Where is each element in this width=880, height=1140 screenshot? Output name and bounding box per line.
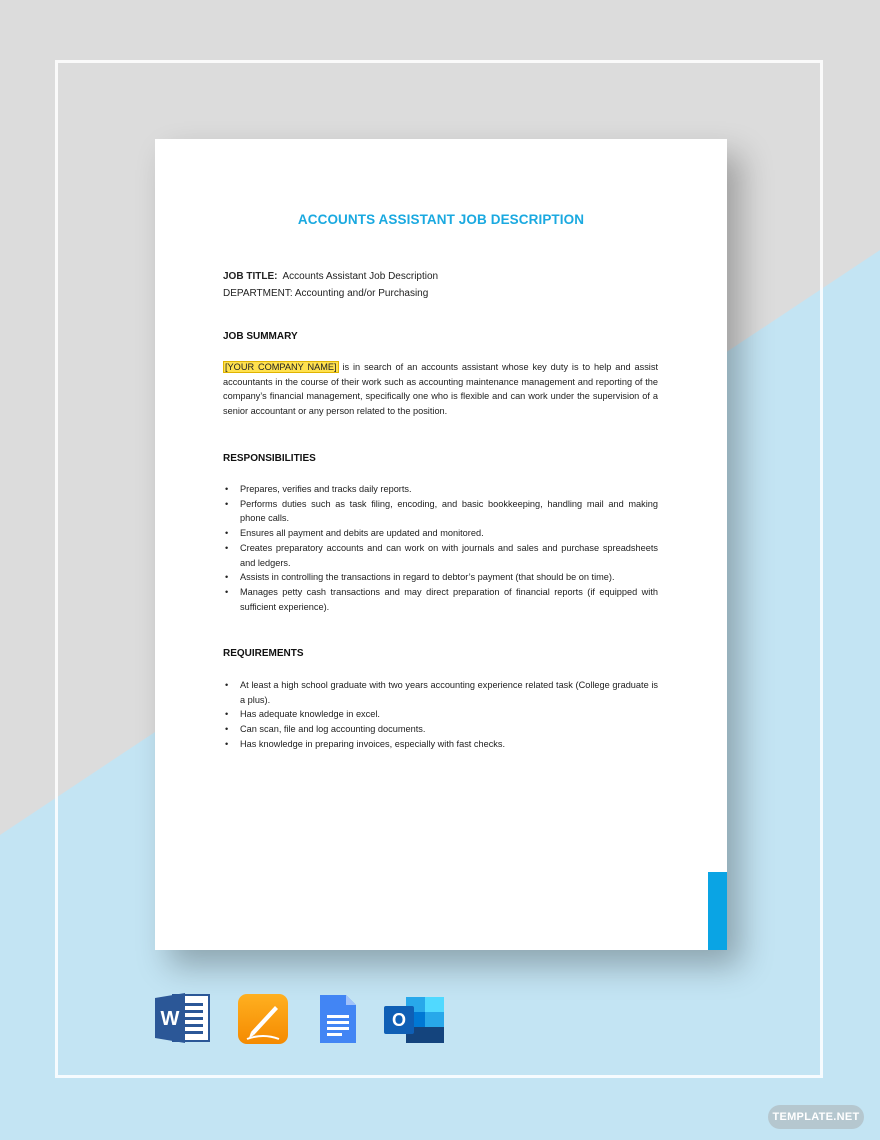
document-page [155, 139, 727, 950]
job-title-line [223, 268, 438, 285]
list-item: • Creates preparatory accounts and can work on with journals and sales and purchase spreadsheets and ledgers. [225, 542, 658, 568]
list-item: • Performs duties such as task filing, encoding, and basic bookkeeping, handling mail and making phone calls. [225, 498, 658, 524]
list-item: • At least a high school graduate with two years accounting experience related task (College graduate is a plus). [225, 680, 658, 705]
google-docs-icon[interactable] [318, 993, 358, 1050]
requirements-list [223, 678, 658, 752]
list-item: • Manages petty cash transactions and may direct preparation of financial reports (if equipped with sufficient experience). [225, 586, 658, 612]
list-item: • Has knowledge in preparing invoices, especially with fast checks. [225, 738, 506, 749]
list-item: • Ensures all payment and debits are updated and monitored. [225, 528, 484, 539]
outlook-icon[interactable] [384, 995, 446, 1050]
list-item: • Has adequate knowledge in excel. [225, 709, 380, 720]
pages-icon[interactable] [237, 993, 289, 1050]
list-item: • Can scan, file and log accounting documents. [225, 724, 426, 735]
list-item: • Assists in controlling the transactions in regard to debtor’s payment (that should be on time). [225, 572, 615, 583]
template-net-badge[interactable]: TEMPLATE.NET [768, 1105, 864, 1129]
word-icon[interactable] [155, 992, 211, 1049]
svg-text:O: O [391, 1010, 407, 1030]
department-line: DEPARTMENT: Accounting and/or Purchasing [223, 288, 429, 299]
job-title-label: JOB TITLE: [223, 271, 278, 282]
job-meta [223, 268, 438, 302]
requirements-heading: REQUIREMENTS [223, 648, 304, 659]
document-title: ACCOUNTS ASSISTANT JOB DESCRIPTION [297, 212, 585, 227]
svg-text:W: W [160, 1008, 180, 1030]
job-title-value: Accounts Assistant Job Description [282, 271, 439, 282]
responsibilities-heading: RESPONSIBILITIES [223, 453, 316, 464]
responsibilities-list [223, 482, 658, 614]
company-name-placeholder: [YOUR COMPANY NAME] [225, 362, 337, 372]
page-accent-bar [708, 872, 727, 950]
job-summary-text: is in search of an accounts assistant whose key duty is to help and assist accountants in the course of their work such as accounting maintenance management and reporting of the company’s financial management, specifically one who is flexible and can work under the supervision of a senior accountant or any person related to the position. [223, 362, 658, 417]
list-item: • Prepares, verifies and tracks daily reports. [225, 484, 412, 494]
job-summary-heading: JOB SUMMARY [223, 331, 298, 342]
job-summary-paragraph [223, 360, 658, 419]
